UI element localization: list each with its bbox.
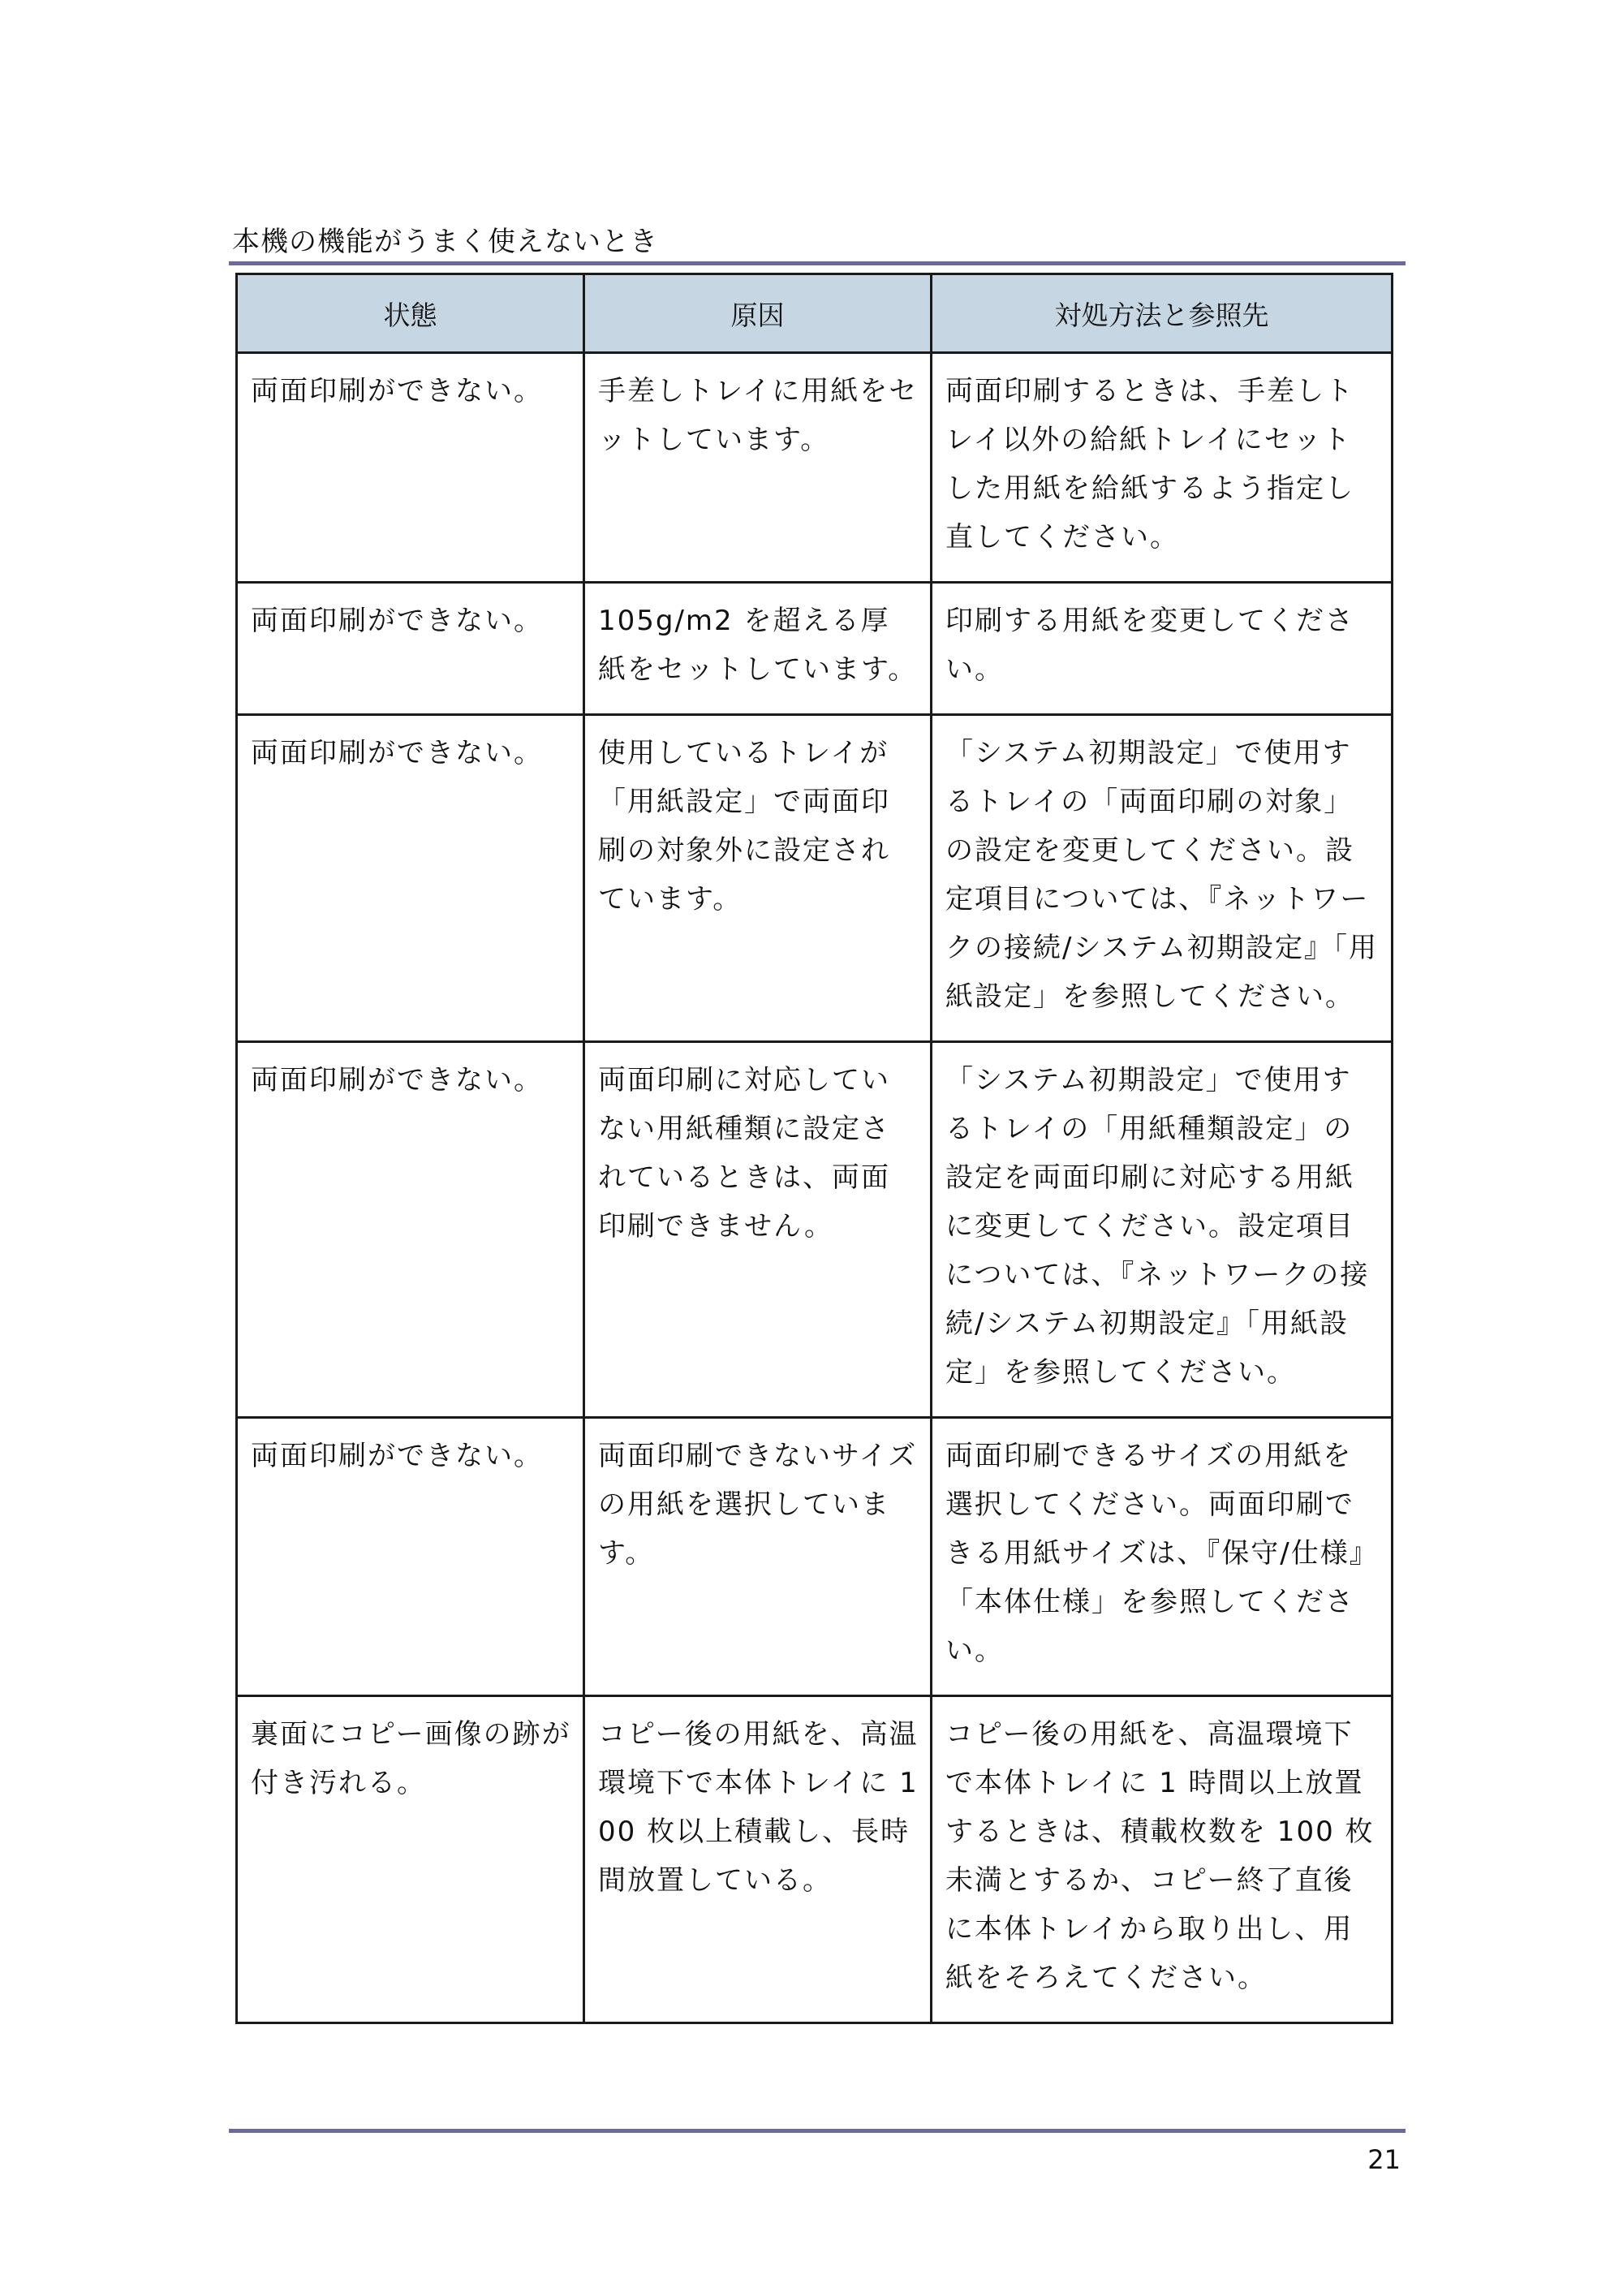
table-row [237, 1696, 1393, 2023]
section-title: 本機の機能がうまく使えないとき [232, 226, 658, 258]
remedy-cell: 印刷する用紙を変更してください。 [932, 583, 1393, 715]
status-cell: 両面印刷ができない。 [237, 715, 584, 1042]
page-number: 21 [1367, 2144, 1401, 2175]
cause-cell: 手差しトレイに用紙をセットしています。 [584, 353, 932, 583]
status-cell: 両面印刷ができない。 [237, 1042, 584, 1418]
remedy-cell: 両面印刷できるサイズの用紙を選択してください。両面印刷できる用紙サイズは、『保守/仕様』「本体仕様」を参照してください。 [932, 1418, 1393, 1696]
remedy-cell: 「システム初期設定」で使用するトレイの「用紙種類設定」の設定を両面印刷に対応する用紙に変更してください。設定項目については、『ネットワークの接続/システム初期設定』「用紙設定」を参照してください。 [932, 1042, 1393, 1418]
footer-rule [229, 2129, 1406, 2133]
remedy-cell: 両面印刷するときは、手差しトレイ以外の給紙トレイにセットした用紙を給紙するよう指定し直してください。 [932, 353, 1393, 583]
status-cell: 両面印刷ができない。 [237, 353, 584, 583]
cause-cell: コピー後の用紙を、高温環境下で本体トレイに 100 枚以上積載し、長時間放置している。 [584, 1696, 932, 2023]
cause-cell: 105g/m2 を超える厚紙をセットしています。 [584, 583, 932, 715]
remedy-cell: コピー後の用紙を、高温環境下で本体トレイに 1 時間以上放置するときは、積載枚数を 100 枚未満とするか、コピー終了直後に本体トレイから取り出し、用紙をそろえてください。 [932, 1696, 1393, 2023]
troubleshooting-table [235, 273, 1393, 2024]
status-cell: 両面印刷ができない。 [237, 1418, 584, 1696]
cause-cell: 両面印刷できないサイズの用紙を選択しています。 [584, 1418, 932, 1696]
table-row [237, 583, 1393, 715]
status-cell: 裏面にコピー画像の跡が付き汚れる。 [237, 1696, 584, 2023]
header-status: 状態 [237, 274, 584, 353]
status-cell: 両面印刷ができない。 [237, 583, 584, 715]
table-row [237, 1042, 1393, 1418]
table-row [237, 715, 1393, 1042]
header-remedy: 対処方法と参照先 [932, 274, 1393, 353]
cause-cell: 両面印刷に対応していない用紙種類に設定されているときは、両面印刷できません。 [584, 1042, 932, 1418]
table-row [237, 353, 1393, 583]
table-row [237, 1418, 1393, 1696]
cause-cell: 使用しているトレイが「用紙設定」で両面印刷の対象外に設定されています。 [584, 715, 932, 1042]
remedy-cell: 「システム初期設定」で使用するトレイの「両面印刷の対象」の設定を変更してください。設定項目については、『ネットワークの接続/システム初期設定』「用紙設定」を参照してください。 [932, 715, 1393, 1042]
table-header-row [237, 274, 1393, 353]
header-cause: 原因 [584, 274, 932, 353]
title-rule [229, 261, 1406, 265]
